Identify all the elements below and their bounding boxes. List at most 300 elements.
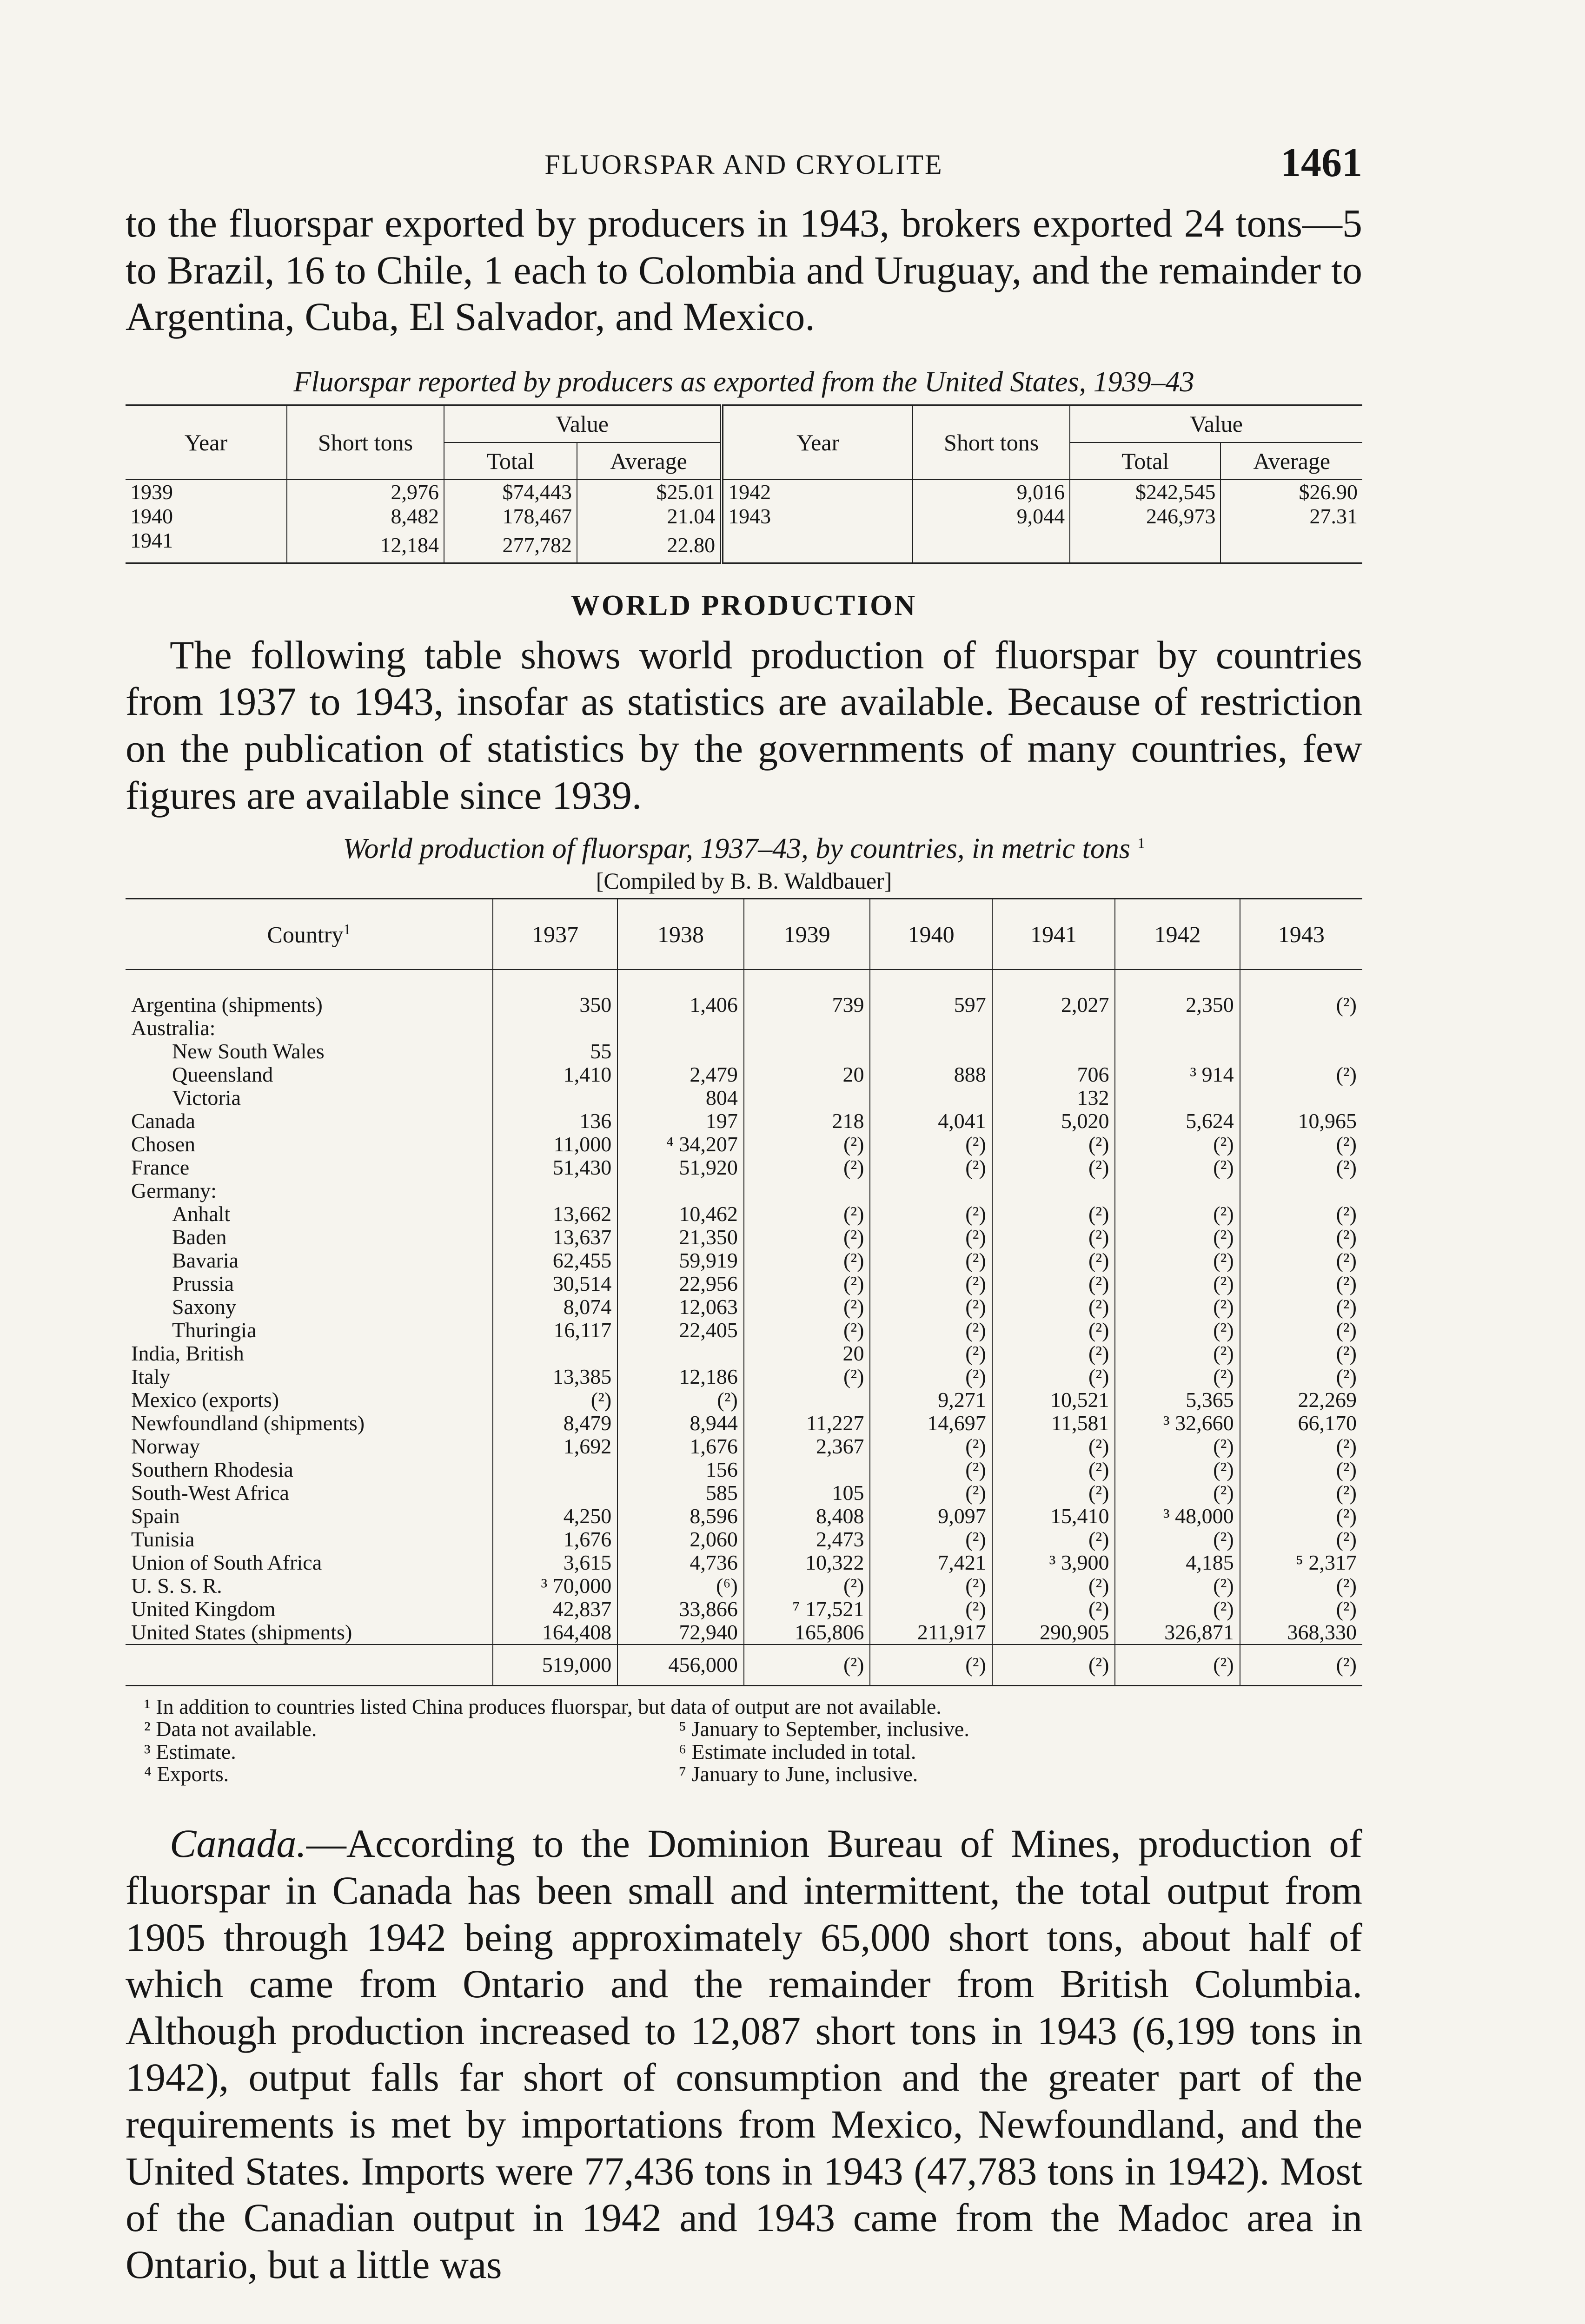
value-cell: 10,521	[992, 1388, 1115, 1412]
value-cell: 2,479	[617, 1063, 744, 1086]
col-year-1940: 1940	[870, 899, 992, 970]
table-row	[126, 1226, 1362, 1249]
value-cell: 164,408	[493, 1621, 617, 1644]
value-cell	[617, 1179, 744, 1202]
value-cell	[1240, 1040, 1362, 1063]
value-cell	[1115, 1017, 1240, 1040]
running-head	[126, 139, 1362, 191]
value-cell: (²)	[1115, 1528, 1240, 1551]
page-number: 1461	[1280, 140, 1362, 185]
value-cell: (²)	[870, 1365, 992, 1388]
value-cell: (²)	[1336, 1225, 1357, 1249]
value-cell: 156	[617, 1458, 744, 1481]
value-cell: (²)	[870, 1272, 992, 1295]
value-cell	[1240, 1179, 1362, 1202]
spacer-cell	[992, 970, 1115, 993]
value-cell: 132	[992, 1086, 1115, 1109]
value-cell: 136	[493, 1109, 617, 1133]
value-cell: 3,615	[493, 1551, 617, 1574]
value-cell: 14,697	[870, 1412, 992, 1435]
value-cell	[493, 1481, 617, 1505]
value-cell: 13,637	[493, 1226, 617, 1249]
spacer-cell	[744, 970, 870, 993]
average-cell: 27.31	[1309, 504, 1358, 528]
value-cell: 66,170	[1298, 1411, 1357, 1435]
year-cell: 1943	[722, 504, 913, 528]
value-cell	[870, 1040, 992, 1063]
total-cell: 519,000	[493, 1644, 617, 1686]
tons-cell: 8,482	[287, 504, 444, 528]
value-cell	[1115, 1086, 1240, 1109]
value-cell: 21,350	[617, 1226, 744, 1249]
col-short-tons-2: Short tons	[913, 405, 1070, 480]
value-cell: (²)	[1115, 1226, 1240, 1249]
country-name: Chosen	[126, 1133, 493, 1156]
value-cell: 4,041	[870, 1109, 992, 1133]
value-cell: 59,919	[617, 1249, 744, 1272]
country-name: Norway	[126, 1435, 493, 1458]
table-row	[126, 1063, 1362, 1086]
value-cell	[493, 1342, 617, 1365]
country-name: Germany:	[126, 1179, 493, 1202]
value-cell: 739	[744, 993, 870, 1017]
total-cell: 456,000	[617, 1644, 744, 1686]
value-cell: (²)	[744, 1156, 870, 1179]
col-year-1938: 1938	[617, 899, 744, 970]
country-name: Newfoundland (shipments)	[126, 1412, 493, 1435]
tons-cell: 12,184	[287, 528, 444, 563]
country-name: Queensland	[126, 1063, 493, 1086]
value-cell	[617, 1342, 744, 1365]
value-cell: 22,405	[617, 1319, 744, 1342]
value-cell	[744, 1086, 870, 1109]
value-cell	[493, 1086, 617, 1109]
value-cell: (²)	[1115, 1598, 1240, 1621]
value-cell	[744, 1458, 870, 1481]
value-cell: 105	[744, 1481, 870, 1505]
value-cell: 22,269	[1298, 1388, 1357, 1412]
value-cell: (²)	[992, 1574, 1115, 1598]
value-cell: (²)	[870, 1319, 992, 1342]
col-total: Total	[444, 442, 577, 480]
value-cell: (²)	[1336, 1248, 1357, 1273]
total-row	[126, 1644, 1362, 1686]
col-short-tons: Short tons	[287, 405, 444, 480]
value-cell: (²)	[992, 1295, 1115, 1319]
value-cell: 12,063	[617, 1295, 744, 1319]
country-name: India, British	[126, 1342, 493, 1365]
value-cell: (²)	[744, 1133, 870, 1156]
value-cell: (²)	[992, 1202, 1115, 1226]
spacer-cell	[493, 970, 617, 993]
table-row	[126, 1295, 1362, 1319]
table-row	[126, 1109, 1362, 1133]
total-cell: 277,782	[444, 528, 577, 563]
value-cell	[617, 1040, 744, 1063]
value-cell: (²)	[992, 1528, 1115, 1551]
value-cell: 8,596	[617, 1505, 744, 1528]
value-cell: 8,408	[744, 1505, 870, 1528]
country-name: France	[126, 1156, 493, 1179]
value-cell: (²)	[992, 1342, 1115, 1365]
country-name: Mexico (exports)	[126, 1388, 493, 1412]
value-cell: 55	[493, 1040, 617, 1063]
country-name: South-West Africa	[126, 1481, 493, 1505]
footnote: ⁷ January to June, inclusive.	[679, 1762, 918, 1786]
value-cell: 8,074	[493, 1295, 617, 1319]
value-cell: 13,385	[493, 1365, 617, 1388]
country-name: Argentina (shipments)	[126, 993, 493, 1017]
value-cell: ⁵ 2,317	[1295, 1551, 1357, 1575]
value-cell: 368,330	[1287, 1620, 1357, 1644]
value-cell: (²)	[992, 1435, 1115, 1458]
table-row	[126, 1319, 1362, 1342]
value-cell: ³ 48,000	[1115, 1505, 1240, 1528]
table-row	[126, 1505, 1362, 1528]
value-cell: (²)	[870, 1435, 992, 1458]
country-name: United States (shipments)	[126, 1621, 493, 1644]
value-cell: 33,866	[617, 1598, 744, 1621]
value-cell: 10,965	[1298, 1109, 1357, 1133]
country-name: Saxony	[126, 1295, 493, 1319]
canada-paragraph	[126, 1820, 1362, 2288]
value-cell: 888	[870, 1063, 992, 1086]
tons-cell: 9,016	[913, 480, 1070, 504]
col-country	[126, 899, 493, 970]
value-cell: (²)	[1115, 1319, 1240, 1342]
year-cell: 1939	[126, 480, 287, 504]
value-cell: (²)	[1115, 1365, 1240, 1388]
value-cell: 72,940	[617, 1621, 744, 1644]
table-row	[126, 504, 1362, 528]
table-row	[126, 1156, 1362, 1179]
spacer-cell	[1115, 970, 1240, 993]
value-cell: 597	[870, 993, 992, 1017]
value-cell	[493, 1458, 617, 1481]
average-cell	[1220, 528, 1362, 563]
value-cell: 211,917	[870, 1621, 992, 1644]
year-cell: 1942	[722, 480, 913, 504]
footnote: ³ Estimate.	[144, 1739, 236, 1763]
value-cell: (²)	[1336, 1504, 1357, 1528]
value-cell: (²)	[1115, 1342, 1240, 1365]
tons-cell: 2,976	[287, 480, 444, 504]
value-cell: ³ 32,660	[1115, 1412, 1240, 1435]
value-cell: (²)	[870, 1481, 992, 1505]
value-cell: (²)	[870, 1342, 992, 1365]
total-cell	[1070, 528, 1220, 563]
value-cell: 5,365	[1115, 1388, 1240, 1412]
table-row	[126, 1179, 1362, 1202]
value-cell: 585	[617, 1481, 744, 1505]
footnote: ⁵ January to September, inclusive.	[679, 1717, 969, 1741]
value-cell: (²)	[744, 1319, 870, 1342]
total-cell: (²)	[1115, 1644, 1240, 1686]
value-cell	[493, 1017, 617, 1040]
value-cell: (²)	[744, 1365, 870, 1388]
average-cell: $26.90	[1299, 480, 1358, 504]
value-cell: 42,837	[493, 1598, 617, 1621]
total-cell: (²)	[870, 1644, 992, 1686]
value-cell	[992, 1017, 1115, 1040]
world-production-table	[126, 898, 1362, 1686]
value-cell: (²)	[1336, 1063, 1357, 1087]
document-page	[126, 139, 1362, 2288]
year-cell: 1940	[126, 504, 287, 528]
value-cell: 51,920	[617, 1156, 744, 1179]
value-cell: (²)	[744, 1249, 870, 1272]
country-name: Prussia	[126, 1272, 493, 1295]
value-cell	[617, 1017, 744, 1040]
col-year-1939: 1939	[744, 899, 870, 970]
footnote: ⁴ Exports.	[144, 1762, 229, 1786]
value-cell: (²)	[1336, 1132, 1357, 1156]
value-cell: (²)	[1336, 1155, 1357, 1180]
table-row	[126, 993, 1362, 1017]
value-cell: (²)	[1115, 1295, 1240, 1319]
value-cell	[744, 1388, 870, 1412]
table-row	[126, 1481, 1362, 1505]
value-cell: (²)	[1115, 1272, 1240, 1295]
value-cell: 2,027	[992, 993, 1115, 1017]
value-cell: 706	[992, 1063, 1115, 1086]
value-cell: (²)	[870, 1598, 992, 1621]
col-value: Value	[444, 405, 722, 442]
value-cell: 62,455	[493, 1249, 617, 1272]
value-cell: 30,514	[493, 1272, 617, 1295]
col-average: Average	[577, 442, 722, 480]
table-row	[126, 1528, 1362, 1551]
table-row	[126, 528, 1362, 563]
value-cell: 9,097	[870, 1505, 992, 1528]
footnote: ² Data not available.	[144, 1717, 317, 1741]
value-cell: 1,406	[617, 993, 744, 1017]
total-cell: 246,973	[1070, 504, 1220, 528]
total-cell: 178,467	[444, 504, 577, 528]
value-cell: (²)	[1115, 1574, 1240, 1598]
value-cell: 4,250	[493, 1505, 617, 1528]
value-cell	[870, 1086, 992, 1109]
value-cell: 165,806	[744, 1621, 870, 1644]
country-name: Italy	[126, 1365, 493, 1388]
world-paragraph: The following table shows world production of fluorspar by countries from 1937 to 1943, insofar as statistics are available. Because of restriction on the publication of statistics by the governments of many countries, few figures are available since 1939.	[126, 632, 1362, 818]
table-row	[126, 1342, 1362, 1365]
value-cell: (²)	[992, 1481, 1115, 1505]
value-cell: (²)	[1336, 1434, 1357, 1459]
country-name: Baden	[126, 1226, 493, 1249]
value-cell: 326,871	[1115, 1621, 1240, 1644]
value-cell: (²)	[1115, 1156, 1240, 1179]
value-cell: 15,410	[992, 1505, 1115, 1528]
country-name: Union of South Africa	[126, 1551, 493, 1574]
value-cell: (²)	[992, 1319, 1115, 1342]
col-average-2: Average	[1220, 442, 1362, 480]
table-row	[126, 1133, 1362, 1156]
value-cell: (²)	[992, 1133, 1115, 1156]
canada-title: Canada.	[170, 1821, 306, 1866]
value-cell: 350	[493, 993, 617, 1017]
value-cell: ³ 70,000	[493, 1574, 617, 1598]
tons-cell	[913, 528, 1070, 563]
exports-table	[126, 404, 1362, 564]
exports-table-caption: Fluorspar reported by producers as exported from the United States, 1939–43	[293, 366, 1194, 398]
value-cell	[992, 1179, 1115, 1202]
country-footnote-marker: 1	[343, 920, 351, 938]
value-cell: ⁷ 17,521	[744, 1598, 870, 1621]
value-cell: 804	[617, 1086, 744, 1109]
value-cell: (²)	[992, 1249, 1115, 1272]
value-cell: (²)	[493, 1388, 617, 1412]
spacer-cell	[126, 970, 493, 993]
total-cell: $242,545	[1070, 480, 1220, 504]
value-cell: (²)	[870, 1458, 992, 1481]
value-cell: (²)	[992, 1365, 1115, 1388]
country-name: Bavaria	[126, 1249, 493, 1272]
value-cell: 11,581	[992, 1412, 1115, 1435]
value-cell: (²)	[870, 1133, 992, 1156]
value-cell: 10,462	[617, 1202, 744, 1226]
col-year-1943: 1943	[1240, 899, 1362, 970]
value-cell: 218	[744, 1109, 870, 1133]
total-cell: (²)	[1240, 1644, 1362, 1686]
value-cell: 11,227	[744, 1412, 870, 1435]
value-cell: (²)	[992, 1226, 1115, 1249]
spacer-cell	[1240, 970, 1362, 993]
table-row	[126, 1574, 1362, 1598]
value-cell	[992, 1040, 1115, 1063]
canada-text: —According to the Dominion Bureau of Mines, production of fluorspar in Canada has been small and intermittent, the total output from 1905 through 1942 being approximately 65,000 short tons, about half of which came from Ontario and the remainder from British Columbia. Although production increased to 12,087 short tons in 1943 (6,199 tons in 1942), output falls far short of consumption and the greater part of the requirements is met by importations from Mexico, Newfoundland, and the United States. Imports were 77,436 tons in 1943 (47,783 tons in 1942). Most of the Canadian output in 1942 and 1943 came from the Madoc area in Ontario, but a little was	[126, 1821, 1362, 2287]
world-table-caption-text: World production of fluorspar, 1937–43, by countries, in metric tons	[343, 833, 1131, 865]
value-cell: 16,117	[493, 1319, 617, 1342]
table-row	[126, 1621, 1362, 1644]
tons-cell: 9,044	[913, 504, 1070, 528]
country-name: Tunisia	[126, 1528, 493, 1551]
footnote: ⁶ Estimate included in total.	[679, 1739, 916, 1763]
compiled-by: [Compiled by B. B. Waldbauer]	[596, 868, 892, 894]
average-cell: $25.01	[577, 480, 722, 504]
table-row	[126, 1435, 1362, 1458]
value-cell: 2,367	[744, 1435, 870, 1458]
value-cell: (²)	[870, 1249, 992, 1272]
country-name: New South Wales	[126, 1040, 493, 1063]
col-year-2: Year	[722, 405, 913, 480]
table-row	[126, 1365, 1362, 1388]
value-cell: 2,060	[617, 1528, 744, 1551]
value-cell: 2,350	[1115, 993, 1240, 1017]
value-cell: (²)	[992, 1598, 1115, 1621]
value-cell: 8,944	[617, 1412, 744, 1435]
country-header: Country	[267, 921, 344, 948]
value-cell: 20	[744, 1063, 870, 1086]
value-cell: 20	[744, 1342, 870, 1365]
col-year: Year	[126, 405, 287, 480]
country-name: Thuringia	[126, 1319, 493, 1342]
value-cell: ³ 914	[1115, 1063, 1240, 1086]
value-cell: (²)	[1115, 1435, 1240, 1458]
country-name: Southern Rhodesia	[126, 1458, 493, 1481]
value-cell: (²)	[744, 1272, 870, 1295]
value-cell: (²)	[1115, 1458, 1240, 1481]
country-name: Anhalt	[126, 1202, 493, 1226]
col-year-1937: 1937	[493, 899, 617, 970]
country-name: Spain	[126, 1505, 493, 1528]
year-cell: 1941	[126, 528, 287, 563]
value-cell: (²)	[1115, 1249, 1240, 1272]
value-cell: (²)	[870, 1295, 992, 1319]
value-cell: (²)	[1336, 1597, 1357, 1621]
table-row	[126, 1598, 1362, 1621]
col-value-2: Value	[1070, 405, 1362, 442]
total-label	[126, 1644, 493, 1686]
value-cell: (⁶)	[617, 1574, 744, 1598]
value-cell: (²)	[1336, 1527, 1357, 1552]
country-name: U. S. S. R.	[126, 1574, 493, 1598]
value-cell: 1,676	[493, 1528, 617, 1551]
value-cell: (²)	[744, 1226, 870, 1249]
world-table-caption	[126, 832, 1362, 865]
value-cell	[870, 1179, 992, 1202]
value-cell	[870, 1017, 992, 1040]
value-cell: 7,421	[870, 1551, 992, 1574]
value-cell: (²)	[1336, 1481, 1357, 1505]
value-cell	[493, 1179, 617, 1202]
value-cell: (²)	[1336, 1202, 1357, 1226]
country-name: Victoria	[126, 1086, 493, 1109]
col-total-2: Total	[1070, 442, 1220, 480]
value-cell: 11,000	[493, 1133, 617, 1156]
table-row	[126, 1412, 1362, 1435]
value-cell: (²)	[744, 1295, 870, 1319]
value-cell: (²)	[1336, 1574, 1357, 1598]
value-cell	[1115, 1040, 1240, 1063]
value-cell: (²)	[744, 1574, 870, 1598]
value-cell: 4,736	[617, 1551, 744, 1574]
table-row	[126, 1458, 1362, 1481]
value-cell: (²)	[1115, 1481, 1240, 1505]
table-row	[126, 480, 1362, 504]
value-cell: 197	[617, 1109, 744, 1133]
value-cell: 5,020	[992, 1109, 1115, 1133]
value-cell: (²)	[1336, 1295, 1357, 1319]
value-cell: (²)	[1336, 1341, 1357, 1366]
value-cell: (²)	[1336, 993, 1357, 1017]
value-cell: (²)	[992, 1272, 1115, 1295]
running-title: FLUORSPAR AND CRYOLITE	[544, 149, 943, 180]
value-cell: 9,271	[870, 1388, 992, 1412]
value-cell: (²)	[1336, 1272, 1357, 1296]
value-cell	[744, 1017, 870, 1040]
value-cell: (²)	[870, 1156, 992, 1179]
total-cell: (²)	[992, 1644, 1115, 1686]
value-cell: (²)	[870, 1226, 992, 1249]
value-cell: 2,473	[744, 1528, 870, 1551]
value-cell	[744, 1179, 870, 1202]
average-cell: 21.04	[577, 504, 722, 528]
table-row	[126, 1017, 1362, 1040]
value-cell: 1,410	[493, 1063, 617, 1086]
value-cell: 1,676	[617, 1435, 744, 1458]
value-cell: ⁴ 34,207	[617, 1133, 744, 1156]
spacer-cell	[617, 970, 744, 993]
value-cell: 8,479	[493, 1412, 617, 1435]
table-row	[126, 1040, 1362, 1063]
table-row	[126, 1202, 1362, 1226]
year-cell	[722, 528, 913, 563]
country-name: Canada	[126, 1109, 493, 1133]
col-year-1942: 1942	[1115, 899, 1240, 970]
value-cell: (²)	[1115, 1133, 1240, 1156]
value-cell: ³ 3,900	[992, 1551, 1115, 1574]
